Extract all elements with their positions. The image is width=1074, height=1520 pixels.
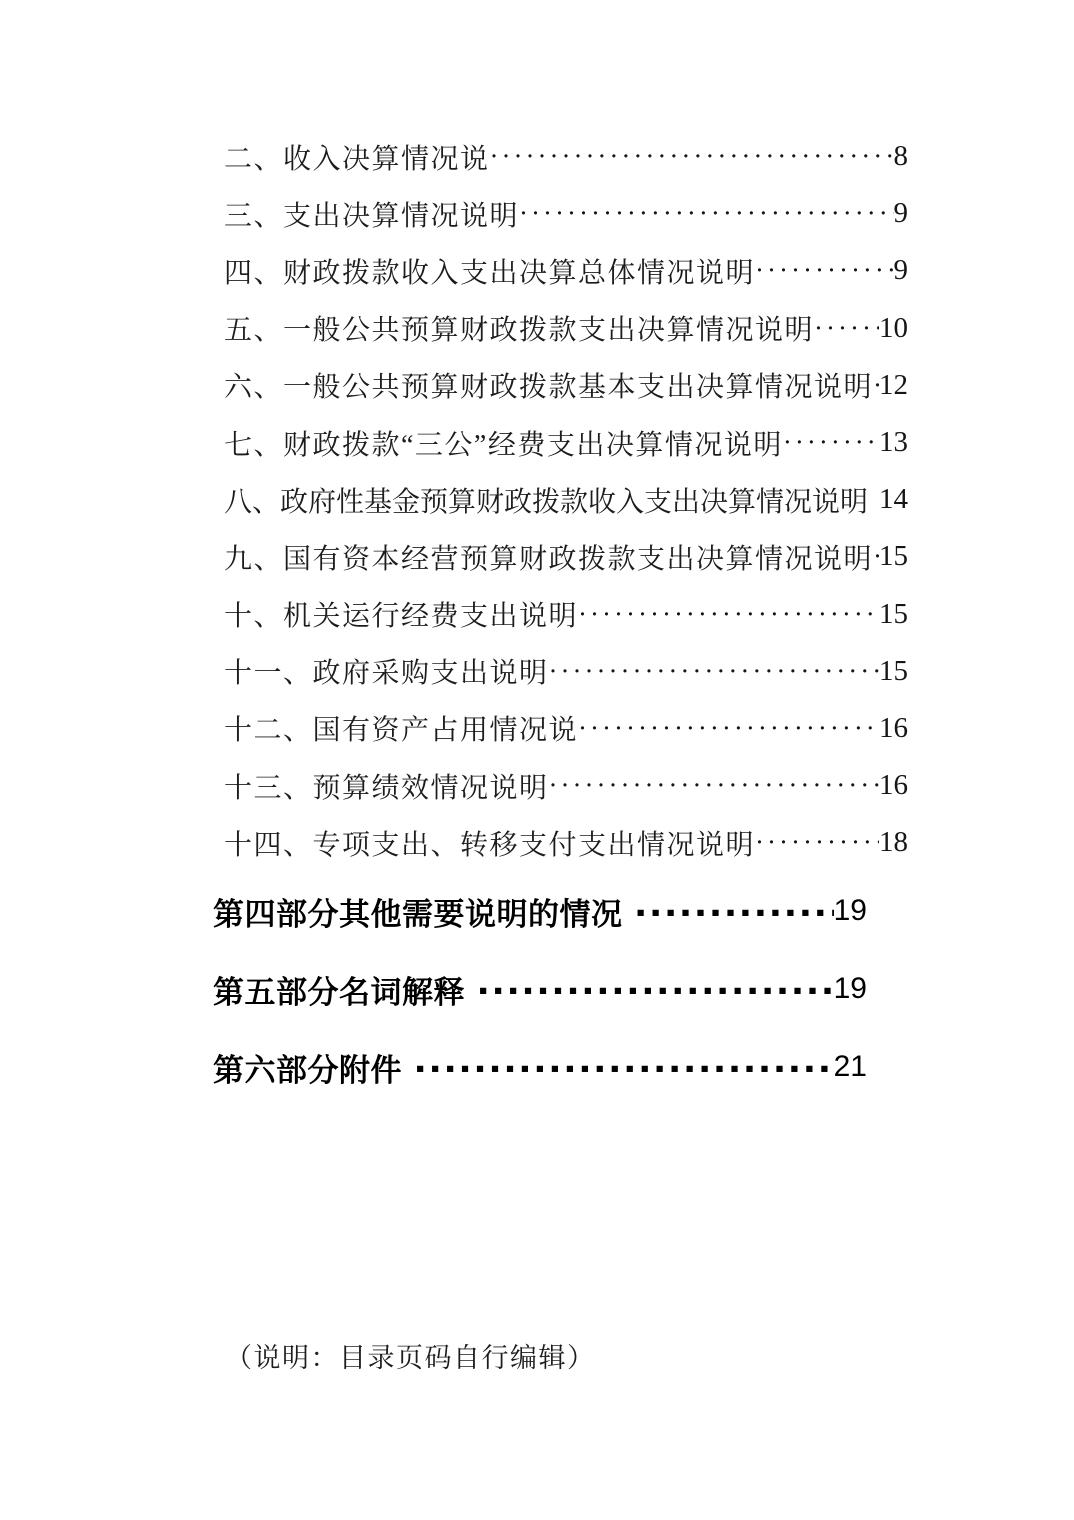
toc-entry [224, 643, 908, 700]
dot-leader [578, 700, 879, 757]
section-heading-page: 19 [833, 972, 867, 1006]
section-heading-row [213, 950, 867, 1028]
toc-entry-page: 18 [879, 826, 908, 859]
toc-entry [224, 185, 908, 242]
toc-entry-page: 15 [879, 597, 908, 630]
dot-leader [637, 872, 834, 950]
toc-entry-page: 12 [879, 368, 908, 401]
dot-leader [490, 128, 894, 185]
toc-entry [224, 700, 908, 757]
toc-entry-label: 三、支出决算情况说明 [224, 200, 520, 232]
toc-entry [224, 814, 908, 871]
toc-entry-page: 15 [879, 540, 908, 573]
dot-leader [519, 185, 893, 242]
toc-entry [224, 128, 908, 185]
toc-entry [224, 414, 908, 471]
dot-leader [416, 1028, 834, 1106]
section-heading-row [213, 1028, 867, 1106]
toc-entry [224, 300, 908, 357]
toc-entry-label: 六、一般公共预算财政拨款基本支出决算情况说明 [224, 372, 874, 404]
toc-entry-label: 十一、政府采购支出说明 [224, 658, 549, 690]
toc-entry-label: 十、机关运行经费支出说明 [224, 601, 579, 633]
dot-leader [814, 300, 879, 357]
section-heading-label: 第五部分名词解释 [213, 974, 465, 1010]
section-heading-page: 19 [833, 894, 867, 928]
toc-entry-page: 8 [893, 140, 908, 173]
toc-entry-page: 9 [893, 197, 908, 230]
toc-entry-label: 八、政府性基金预算财政拨款收入支出决算情况说明 [224, 486, 869, 518]
dot-leader [578, 586, 879, 643]
toc-entry [224, 528, 908, 585]
toc-entry-label: 十二、国有资产占用情况说 [224, 715, 579, 747]
dot-leader [755, 814, 879, 871]
toc-entry [224, 471, 908, 528]
toc-entry-page: 16 [879, 769, 908, 802]
toc-entry-page: 13 [879, 426, 908, 459]
toc-entry-label: 十四、专项支出、转移支付支出情况说明 [224, 829, 756, 861]
note-text: （说明：目录页码自行编辑） [225, 1343, 596, 1374]
dot-leader [549, 643, 879, 700]
toc-entry-label: 十三、预算绩效情况说明 [224, 772, 549, 804]
toc-entry-page: 14 [879, 483, 908, 516]
dot-leader [783, 414, 879, 471]
toc-entry [224, 586, 908, 643]
toc-entry [224, 357, 908, 414]
section-heading-page: 21 [833, 1050, 867, 1084]
toc-entry-label: 二、收入决算情况说 [224, 143, 490, 175]
toc-entry [224, 757, 908, 814]
dot-leader [755, 242, 893, 299]
toc-section-headings [0, 872, 1074, 1106]
dot-leader [868, 471, 879, 528]
toc-entry-page: 10 [879, 311, 908, 344]
toc-entry-label: 九、国有资本经营预算财政拨款支出决算情况说明 [224, 543, 874, 575]
section-heading-label: 第四部分其他需要说明的情况 [213, 896, 623, 932]
toc-entry-page: 15 [879, 654, 908, 687]
toc-entry-page: 9 [893, 254, 908, 287]
toc-entry-label: 七、财政拨款“三公”经费支出决算情况说明 [224, 429, 783, 461]
dot-leader [479, 950, 834, 1028]
section-heading-row [213, 872, 867, 950]
section-heading-label: 第六部分附件 [213, 1052, 402, 1088]
toc-entry-label: 五、一般公共预算财政拨款支出决算情况说明 [224, 315, 815, 347]
toc-entry-label: 四、财政拨款收入支出决算总体情况说明 [224, 257, 756, 289]
toc-entry [224, 242, 908, 299]
toc-entry-page: 16 [879, 711, 908, 744]
dot-leader [549, 757, 879, 814]
